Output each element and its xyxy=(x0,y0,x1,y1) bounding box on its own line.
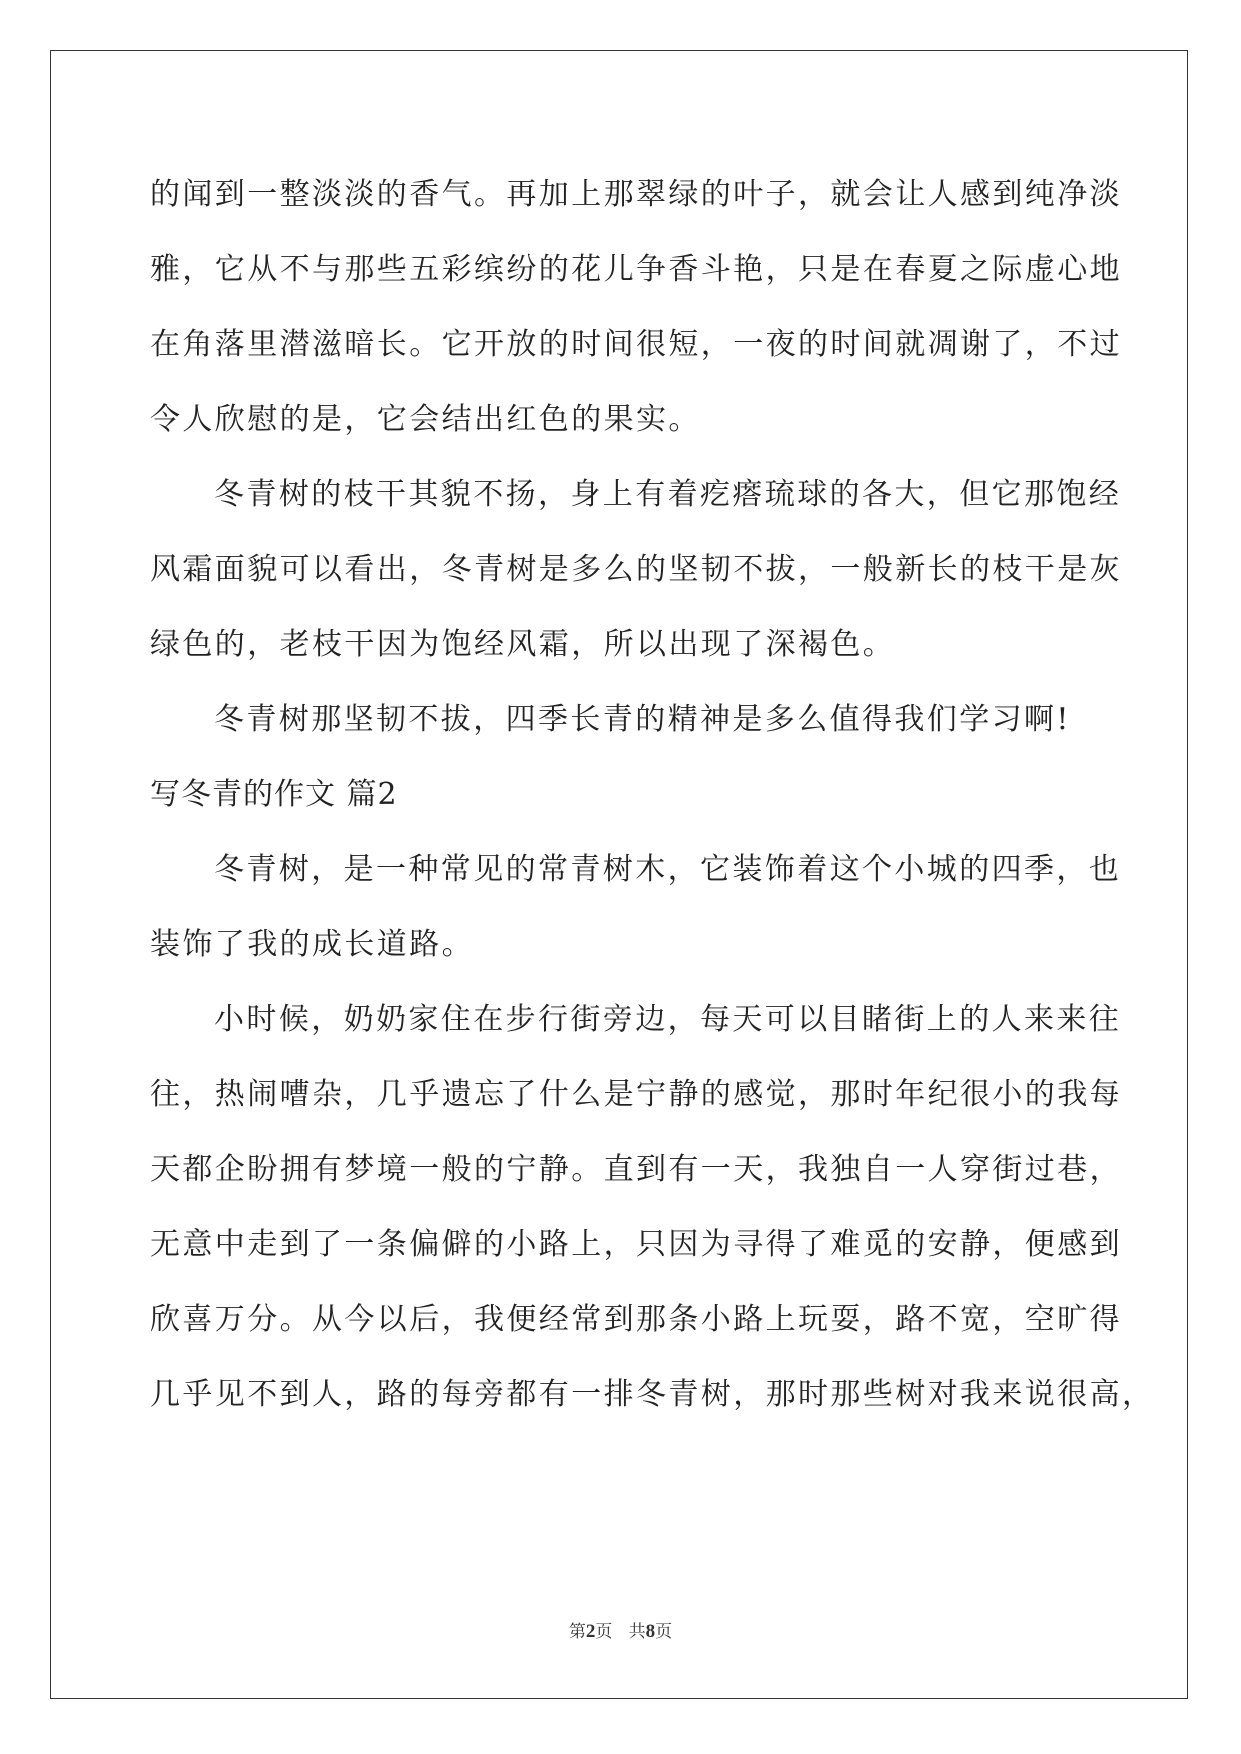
current-page-number: 2 xyxy=(585,1621,596,1642)
text-line: 无意中走到了一条偏僻的小路上，只因为寻得了难觅的安静，便感到 xyxy=(150,1227,1122,1262)
footer-prefix: 第 xyxy=(568,1622,586,1642)
footer-total-unit: 页 xyxy=(655,1622,673,1642)
page-footer xyxy=(0,1617,1241,1643)
footer-page-unit: 页 xyxy=(595,1622,613,1642)
total-pages-number: 8 xyxy=(645,1621,656,1642)
text-line: 装饰了我的成长道路。 xyxy=(150,927,474,962)
text-line: 雅，它从不与那些五彩缤纷的花儿争香斗艳，只是在春夏之际虚心地 xyxy=(150,252,1122,287)
text-line: 的闻到一整淡淡的香气。再加上那翠绿的叶子，就会让人感到纯净淡 xyxy=(150,177,1122,212)
text-line: 小时候，奶奶家住在步行街旁边，每天可以目睹街上的人来来往 xyxy=(214,1002,1122,1037)
text-line: 欣喜万分。从今以后，我便经常到那条小路上玩耍，路不宽，空旷得 xyxy=(150,1302,1122,1337)
document-body xyxy=(150,157,1155,1432)
text-line: 冬青树那坚韧不拔，四季长青的精神是多么值得我们学习啊! xyxy=(214,702,1071,737)
section-heading: 写冬青的作文 篇2 xyxy=(150,777,398,812)
text-line: 冬青树，是一种常见的常青树木，它装饰着这个小城的四季，也 xyxy=(214,852,1122,887)
text-line: 令人欣慰的是，它会结出红色的果实。 xyxy=(150,402,701,437)
text-line: 在角落里潜滋暗长。它开放的时间很短，一夜的时间就凋谢了，不过 xyxy=(150,327,1122,362)
text-line: 绿色的，老枝干因为饱经风霜，所以出现了深褐色。 xyxy=(150,627,896,662)
text-line: 冬青树的枝干其貌不扬，身上有着疙瘩琉球的各大，但它那饱经 xyxy=(214,477,1122,512)
text-line: 往，热闹嘈杂，几乎遗忘了什么是宁静的感觉，那时年纪很小的我每 xyxy=(150,1077,1122,1112)
text-line: 天都企盼拥有梦境一般的宁静。直到有一天，我独自一人穿街过巷， xyxy=(150,1152,1122,1187)
text-line: 几乎见不到人，路的每旁都有一排冬青树，那时那些树对我来说很高， xyxy=(150,1377,1155,1412)
footer-total-prefix: 共 xyxy=(628,1622,646,1642)
text-line: 风霜面貌可以看出，冬青树是多么的坚韧不拔，一般新长的枝干是灰 xyxy=(150,552,1122,587)
